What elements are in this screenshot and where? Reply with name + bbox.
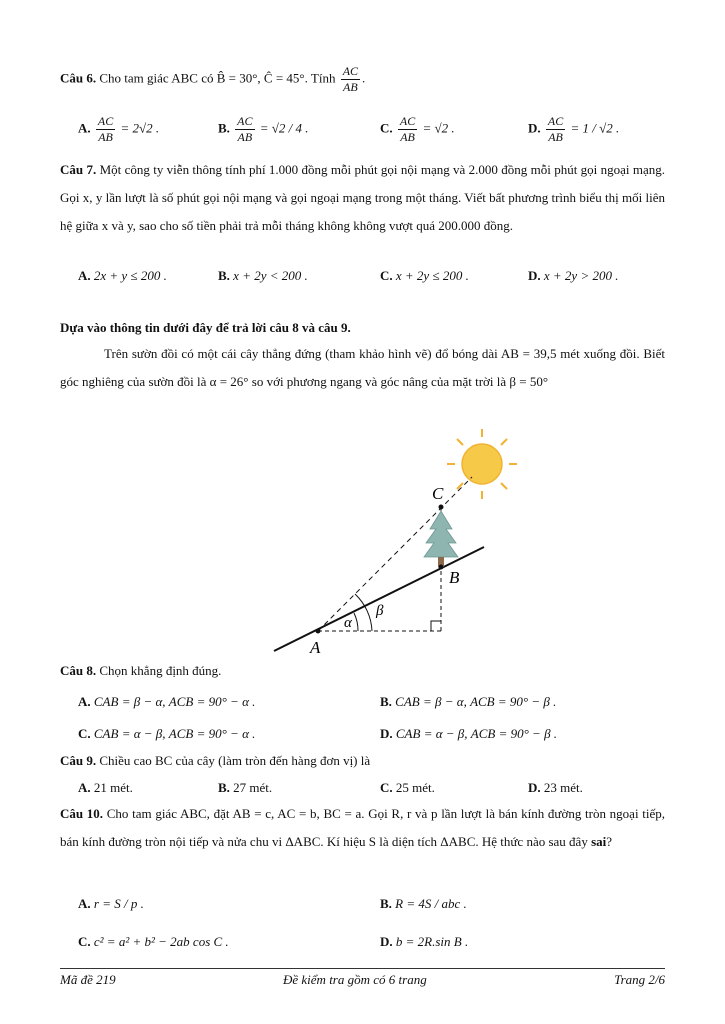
- option-letter: B.: [218, 268, 230, 283]
- option-letter: A.: [78, 120, 91, 136]
- fraction-denominator: AB: [237, 130, 253, 144]
- question-9-text: Chiều cao BC của cây (làm tròn đến hàng đơn vị) là: [99, 753, 371, 768]
- fraction-numerator: AC: [342, 64, 359, 78]
- q7-option-a[interactable]: [78, 262, 167, 290]
- question-8-stem: [60, 658, 665, 684]
- question-10-label: Câu 10.: [60, 806, 104, 821]
- footer-exam-code: Mã đề 219: [60, 972, 116, 987]
- question-6-fraction: [341, 64, 360, 95]
- option-letter: D.: [528, 268, 541, 283]
- question-6-options: [0, 114, 725, 142]
- q10-option-a[interactable]: [78, 890, 144, 918]
- option-letter: A.: [78, 694, 91, 709]
- fraction-numerator: AC: [237, 114, 253, 128]
- option-letter: D.: [528, 780, 541, 795]
- label-b: B: [449, 568, 460, 587]
- option-text: CAB = α − β, ACB = 90° − α .: [93, 726, 256, 741]
- option-text: = 1 / √2 .: [570, 120, 620, 136]
- q6-option-c[interactable]: [380, 114, 455, 145]
- option-letter: A.: [78, 780, 91, 795]
- sun-icon: [447, 429, 517, 499]
- question-6-text: Cho tam giác ABC có B̂ = 30°, Ĉ = 45°. Tính: [99, 70, 336, 86]
- q9-option-a[interactable]: [78, 774, 133, 802]
- q7-option-b[interactable]: [218, 262, 308, 290]
- option-letter: B.: [380, 694, 392, 709]
- angle-alpha-arc: [354, 613, 358, 631]
- option-letter: C.: [380, 268, 393, 283]
- question-9-options: [0, 774, 725, 802]
- option-letter: A.: [78, 268, 91, 283]
- option-text: CAB = β − α, ACB = 90° − β .: [395, 694, 557, 709]
- option-text: x + 2y > 200 .: [543, 268, 619, 283]
- footer-page-number: Trang 2/6: [614, 972, 665, 987]
- question-7-text: Một công ty viễn thông tính phí 1.000 đồng mỗi phút gọi nội mạng và 2.000 đồng mỗi phút gọi ngoại mạng. Gọi x, y lần lượt là số phút gọi nội mạng và gọi ngoại mạng trong một tháng. Viết bất phương trình biểu thị mối liên hệ giữa x và y, sao cho số tiền phải trả mỗi tháng không không vượt quá 200.000 đồng.: [60, 162, 665, 233]
- q6-option-a[interactable]: [78, 114, 159, 145]
- option-text: R = 4S / abc .: [395, 896, 467, 911]
- option-text: 25 mét.: [395, 780, 435, 795]
- option-letter: B.: [218, 780, 230, 795]
- q8-option-a[interactable]: [78, 688, 255, 716]
- fraction-denominator: AB: [343, 80, 358, 94]
- point-c: [439, 505, 444, 510]
- option-text: 27 mét.: [233, 780, 273, 795]
- option-text: b = 2R.sin B .: [395, 934, 469, 949]
- option-text: x + 2y ≤ 200 .: [395, 268, 469, 283]
- q10-option-b[interactable]: [380, 890, 467, 918]
- option-letter: C.: [78, 726, 91, 741]
- option-text: = √2 / 4 .: [259, 120, 309, 136]
- question-9-stem: [60, 748, 665, 774]
- option-letter: D.: [380, 934, 393, 949]
- question-8-label: Câu 8.: [60, 663, 97, 678]
- question-7-options: [0, 262, 725, 290]
- hill-slope-line: [274, 547, 484, 651]
- label-beta: β: [376, 603, 384, 619]
- q6-option-d[interactable]: [528, 114, 619, 145]
- option-text: 23 mét.: [543, 780, 583, 795]
- question-8-text: Chọn khẳng định đúng.: [99, 663, 222, 678]
- question-10-options-row2: [0, 928, 725, 956]
- q10-option-c[interactable]: [78, 928, 229, 956]
- option-letter: C.: [380, 780, 393, 795]
- question-8-options-row1: [0, 688, 725, 716]
- section-heading: Dựa vào thông tin dưới đây để trả lời câu 8 và câu 9.: [60, 320, 351, 335]
- q8-option-b[interactable]: [380, 688, 556, 716]
- option-letter: A.: [78, 896, 91, 911]
- option-text: r = S / p .: [93, 896, 144, 911]
- option-letter: D.: [380, 726, 393, 741]
- option-text: 21 mét.: [93, 780, 133, 795]
- option-text: x + 2y < 200 .: [233, 268, 308, 283]
- option-letter: B.: [380, 896, 392, 911]
- question-10-text: Cho tam giác ABC, đặt AB = c, AC = b, BC = a. Gọi R, r và p lần lượt là bán kính đường tròn ngoại tiếp, bán kính đường tròn nội tiếp và nửa chu vi ΔABC. Kí hiệu S là diện tích ΔABC. Hệ thức nào sau đây: [60, 806, 665, 849]
- question-8-options-row2: [0, 720, 725, 748]
- question-9-label: Câu 9.: [60, 753, 97, 768]
- fraction-numerator: AC: [399, 114, 416, 128]
- fraction-denominator: AB: [400, 130, 415, 144]
- fraction-denominator: AB: [548, 130, 563, 144]
- q10-option-d[interactable]: [380, 928, 468, 956]
- footer-page-count: Đề kiểm tra gồm có 6 trang: [283, 972, 427, 987]
- option-letter: D.: [528, 120, 541, 136]
- q6-option-b[interactable]: [218, 114, 309, 145]
- label-alpha: α: [344, 615, 352, 631]
- option-letter: C.: [78, 934, 91, 949]
- question-10-emphasis: sai: [591, 834, 607, 849]
- label-a: A: [310, 638, 321, 657]
- right-angle-marker: [431, 621, 441, 631]
- question-7-label: Câu 7.: [60, 162, 97, 177]
- q8-option-d[interactable]: [380, 720, 557, 748]
- option-letter: C.: [380, 120, 393, 136]
- option-text: = 2√2 .: [120, 120, 160, 136]
- question-7-stem: [60, 156, 665, 240]
- footer-divider: [60, 968, 665, 969]
- q7-option-c[interactable]: [380, 262, 469, 290]
- option-text: CAB = β − α, ACB = 90° − α .: [93, 694, 256, 709]
- option-text: c² = a² + b² − 2ab cos C .: [93, 934, 229, 949]
- hill-tree-figure: [260, 425, 520, 657]
- option-text: CAB = α − β, ACB = 90° − β .: [395, 726, 558, 741]
- q9-option-c[interactable]: [380, 774, 435, 802]
- option-text: 2x + y ≤ 200 .: [93, 268, 167, 283]
- label-c: C: [432, 484, 444, 503]
- question-10-stem: [60, 800, 665, 856]
- option-text: = √2 .: [422, 120, 455, 136]
- question-6-label: Câu 6.: [60, 70, 97, 86]
- question-6-stem: Câu 6. Cho tam giác ABC có B̂ = 30°, Ĉ = 45°. Tính $\frac{AC}{AB}$ .: [60, 64, 366, 94]
- point-a: [316, 629, 321, 634]
- option-letter: B.: [218, 120, 230, 136]
- question-10-options-row1: [0, 890, 725, 918]
- question-10-tail: ?: [606, 834, 613, 849]
- q9-option-d[interactable]: [528, 774, 583, 802]
- fraction-denominator: AB: [98, 130, 113, 144]
- q7-option-d[interactable]: [528, 262, 618, 290]
- point-b: [439, 565, 444, 570]
- section-text: Trên sườn đồi có một cái cây thẳng đứng (tham khảo hình vẽ) đổ bóng dài AB = 39,5 mét xuống đồi. Biết góc nghiêng của sườn đồi là α = 26° so với phương ngang và góc nâng của mặt trời là β = 50°: [60, 346, 665, 389]
- fraction-numerator: AC: [547, 114, 564, 128]
- fraction-numerator: AC: [97, 114, 114, 128]
- q8-option-c[interactable]: [78, 720, 255, 748]
- q9-option-b[interactable]: [218, 774, 272, 802]
